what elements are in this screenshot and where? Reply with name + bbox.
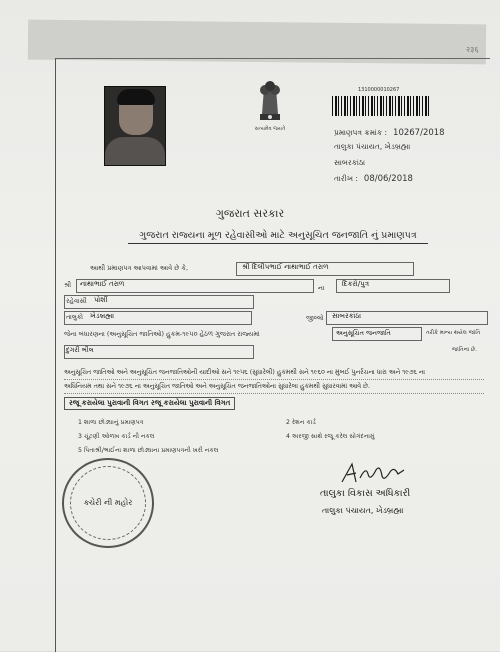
category-value: અનુસૂચિત જનજાતિ bbox=[336, 329, 391, 337]
father-name: નાથાભાઈ તરાળ bbox=[80, 280, 125, 288]
district-name: સાબરકાંઠા bbox=[332, 312, 362, 320]
district-label: જીલ્લો bbox=[306, 314, 324, 322]
certificate-title: ગુજરાત રાજ્યના મૂળ રહેવાસીઓ માટે અનુસૂચિત જનજાતિ નું પ્રમાણપત્ર bbox=[128, 230, 428, 244]
tribe-name: દુંગરી ભીલ bbox=[66, 346, 94, 354]
relation-value: દિકરો/પુત્ર bbox=[342, 280, 370, 288]
paragraph-line: અનુસૂચિત જાતિઓ અને અનુસૂચિત જનજાતિઓની યાદીઓ સને ૧૯૫૬ (સુધારેલી) હુકમથી સને ૧૯૬૦ ના મુંબઈ પુનર્રચના ધારા અને ૧૯૭૬ ના bbox=[64, 366, 484, 380]
order-text: જેના બંધારણના (અનુસૂચિત જાતિઓ) હુકમ-૧૯૫૦ હેઠળ ગુજરાત રાજ્યમાં bbox=[64, 330, 260, 338]
certificate-number: પ્રમાણપત્ર ક્રમાંક : 10267/2018 bbox=[334, 128, 445, 138]
legal-paragraph bbox=[64, 366, 484, 394]
officer-designation: તાલુકા વિકાસ અધિકારી bbox=[320, 488, 411, 499]
document-item: 3 ચૂંટણી ઓળખ કાર્ડ ની નકલ bbox=[78, 433, 155, 440]
national-emblem-icon bbox=[250, 74, 290, 126]
document-item: 5 પિતાશ્રી/ભાઈના શાળા છોડ્યાના પ્રમાણપત્રની ખરી નકલ bbox=[78, 447, 219, 454]
government-heading: ગુજરાત સરકાર bbox=[215, 207, 285, 220]
barcode-id: 1310000010267 bbox=[358, 87, 400, 93]
certificate-date: તારીખ : 08/06/2018 bbox=[334, 174, 413, 184]
shri-label: શ્રી bbox=[64, 281, 72, 289]
officer-office: તાલુકા પંચાયત, ખેડબ્રહ્મા bbox=[322, 506, 404, 515]
officer-signature bbox=[338, 462, 408, 486]
applicant-name: શ્રી દિલીપભાઈ નાથાભાઈ તરાળ bbox=[242, 263, 329, 271]
taluka-name: ખેડબ્રહ્મા bbox=[90, 312, 115, 320]
village-name: પોશીં bbox=[94, 296, 108, 304]
document-item: 1 શાળા છોડ્યાનું પ્રમાણપત્ર bbox=[78, 419, 144, 426]
taluka-label: તાલુકો bbox=[66, 313, 84, 321]
paragraph-line: અધિનિયમ તથા સને ૧૯૭૬ ના અનુસૂચિત જાતિઓ અને અનુસૂચિત જનજાતિઓના સુધારેલા હુકમથી સુધારવામાં આવે છે. bbox=[64, 380, 484, 394]
resident-box bbox=[64, 295, 254, 309]
emblem-caption: સત્યમેવ જયતે bbox=[254, 126, 286, 132]
relation-prefix: ના bbox=[318, 284, 325, 292]
resident-label: રહેવાસી bbox=[66, 297, 87, 305]
document-item: 2 રેશન કાર્ડ bbox=[286, 419, 316, 426]
barcode bbox=[332, 96, 430, 116]
intro-text: આથી પ્રમાણપત્ર આપવામાં આવે છે કે, bbox=[90, 264, 189, 272]
tribe-label: જાતિના છે. bbox=[452, 347, 477, 353]
applicant-photo bbox=[104, 86, 166, 166]
seal-text: ક્ચેરી ની મહોર bbox=[83, 498, 133, 507]
recognized-text: તરીકે માન્ય થયેલ જાતિ bbox=[426, 330, 481, 336]
office-line-1: તાલુકા પંચાયત, ખેડબ્રહ્મા bbox=[334, 142, 411, 151]
corner-mark: २३६ bbox=[466, 45, 479, 54]
document-item: 4 અરજી સાથે રજૂ કરેલ સોગંદનામું bbox=[286, 433, 375, 440]
documents-heading: રજૂ કરાયેલા પુરાવાની વિગત રજૂ કરાયેલા પુરાવાની વિગત bbox=[64, 397, 235, 410]
office-line-2: સાબરકાંઠા bbox=[334, 158, 366, 167]
